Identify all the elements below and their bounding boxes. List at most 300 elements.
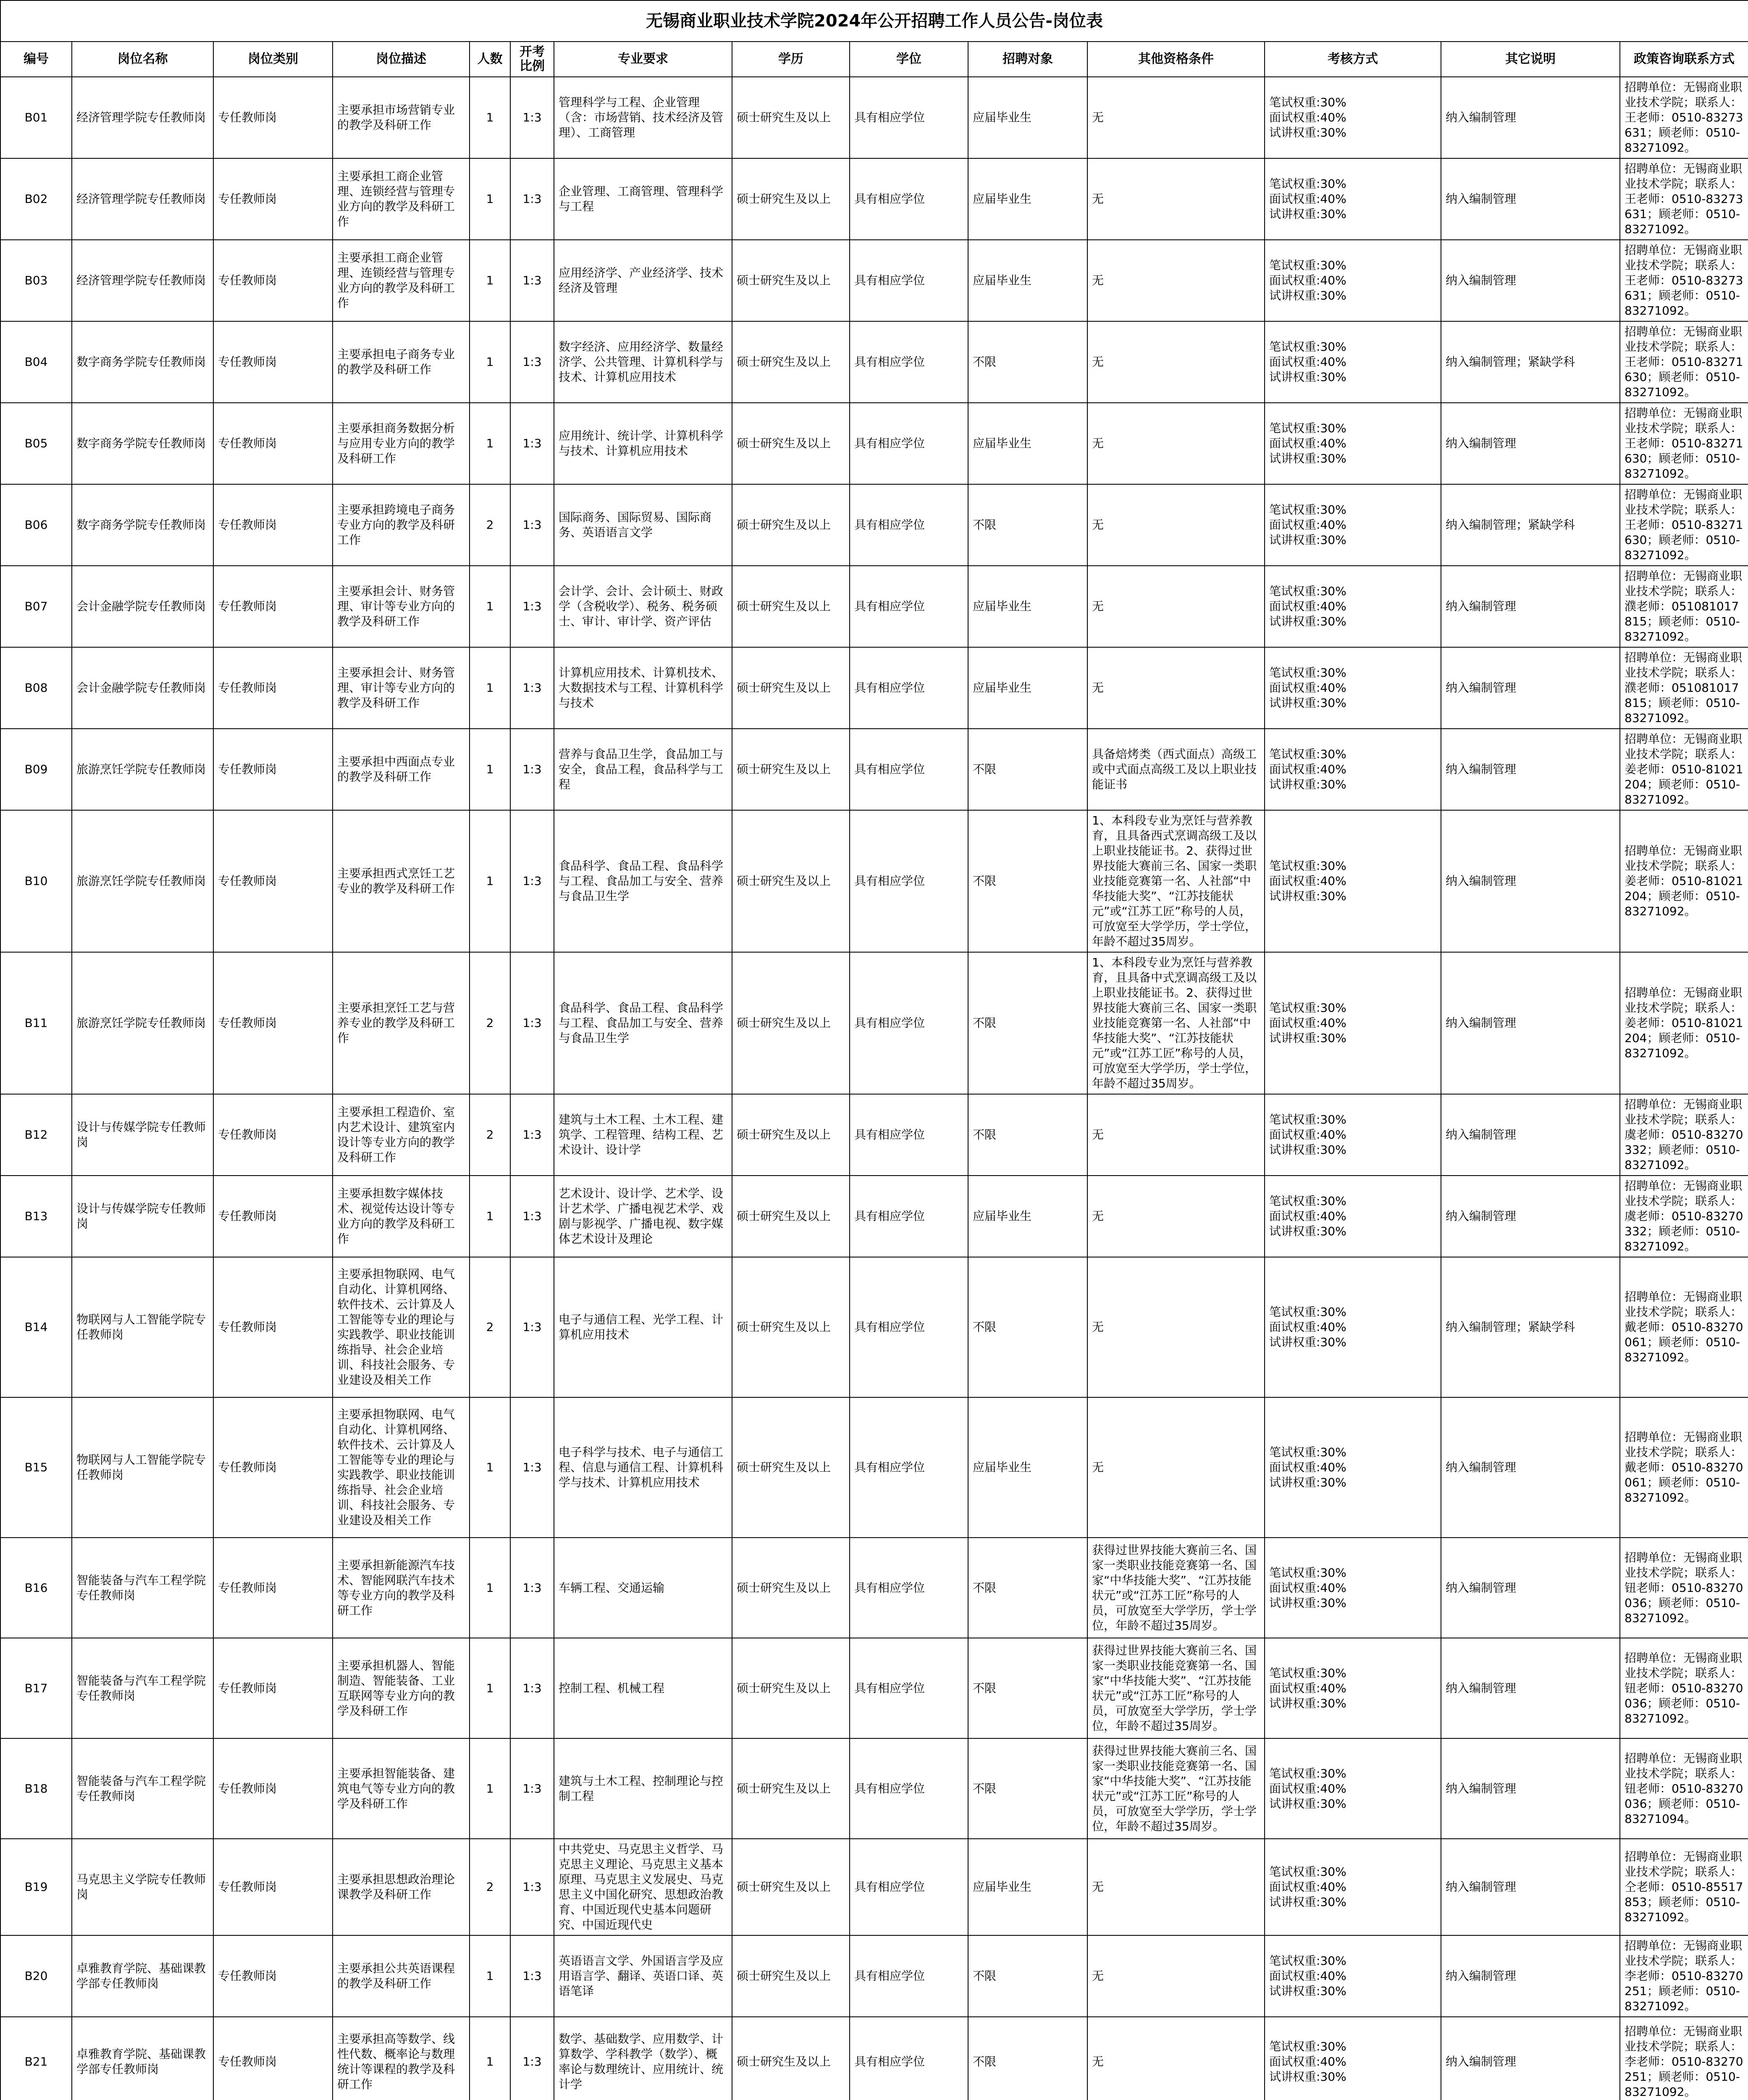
- cell-other: 无: [1087, 1094, 1265, 1176]
- cell-contact: 招聘单位：无锡商业职业技术学院；联系人：仝老师：0510-85517853；顾老师：0510-83271092。: [1620, 1839, 1748, 1935]
- header-name: 岗位名称: [72, 42, 213, 77]
- cell-major: 计算机应用技术、计算机技术、大数据技术与工程、计算机科学与技术: [554, 647, 732, 729]
- table-row: [0, 647, 1748, 729]
- cell-degree: 具有相应学位: [850, 1738, 968, 1839]
- cell-ratio: 1:3: [510, 77, 554, 158]
- cell-contact: 招聘单位：无锡商业职业技术学院；联系人：姜老师：0510-81021204；顾老师：0510-83271092。: [1620, 952, 1748, 1094]
- cell-ratio: 1:3: [510, 1397, 554, 1538]
- cell-id: B15: [0, 1397, 72, 1538]
- cell-degree: 具有相应学位: [850, 1538, 968, 1638]
- cell-other: 获得过世界技能大赛前三名、国家一类职业技能竞赛第一名、国家“中华技能大奖”、“江苏技能状元”或“江苏工匠”称号的人员，可放宽至大学学历，学士学位，年龄不超过35周岁。: [1087, 1638, 1265, 1738]
- cell-category: 专任教师岗: [213, 1638, 333, 1738]
- header-ratio: 开考比例: [510, 42, 554, 77]
- cell-major: 应用统计、统计学、计算机科学与技术、计算机应用技术: [554, 403, 732, 484]
- cell-category: 专任教师岗: [213, 1397, 333, 1538]
- page-title: 无锡商业职业技术学院2024年公开招聘工作人员公告-岗位表: [0, 0, 1748, 42]
- cell-name: 旅游烹饪学院专任教师岗: [72, 810, 213, 952]
- table-row: [0, 484, 1748, 566]
- cell-ratio: 1:3: [510, 810, 554, 952]
- cell-category: 专任教师岗: [213, 810, 333, 952]
- cell-contact: 招聘单位：无锡商业职业技术学院；联系人：王老师：0510-83273631；顾老师：0510-83271092。: [1620, 77, 1748, 158]
- cell-edu: 硕士研究生及以上: [732, 1638, 850, 1738]
- table-row: [0, 1257, 1748, 1397]
- cell-category: 专任教师岗: [213, 1176, 333, 1257]
- cell-other: 1、本科段专业为烹饪与营养教育，且具备中式烹调高级工及以上职业技能证书。2、获得过世界技能大赛前三名、国家一类职业技能竞赛第一名、人社部“中华技能大奖”、“江苏技能状元”或“江苏工匠”称号的人员，可放宽至大学学历，学士学位，年龄不超过35周岁。: [1087, 952, 1265, 1094]
- table-row: [0, 1176, 1748, 1257]
- cell-name: 智能装备与汽车工程学院专任教师岗: [72, 1738, 213, 1839]
- cell-name: 会计金融学院专任教师岗: [72, 566, 213, 647]
- cell-edu: 硕士研究生及以上: [732, 1257, 850, 1397]
- cell-edu: 硕士研究生及以上: [732, 1397, 850, 1538]
- cell-desc: 主要承担数字媒体技术、视觉传达设计等专业方向的教学及科研工作: [333, 1176, 470, 1257]
- cell-count: 1: [470, 2017, 510, 2100]
- header-degree: 学位: [850, 42, 968, 77]
- cell-other: 无: [1087, 1257, 1265, 1397]
- cell-other: 无: [1087, 647, 1265, 729]
- table-row: [0, 321, 1748, 403]
- cell-target: 不限: [968, 1257, 1087, 1397]
- table-row: [0, 729, 1748, 810]
- cell-contact: 招聘单位：无锡商业职业技术学院；联系人：钮老师：0510-83270036；顾老师：0510-83271092。: [1620, 1638, 1748, 1738]
- cell-count: 1: [470, 403, 510, 484]
- cell-edu: 硕士研究生及以上: [732, 1176, 850, 1257]
- cell-major: 电子科学与技术、电子与通信工程、信息与通信工程、计算机科学与技术、计算机应用技术: [554, 1397, 732, 1538]
- cell-edu: 硕士研究生及以上: [732, 77, 850, 158]
- cell-count: 1: [470, 1397, 510, 1538]
- cell-other: 无: [1087, 484, 1265, 566]
- cell-other: 获得过世界技能大赛前三名、国家一类职业技能竞赛第一名、国家“中华技能大奖”、“江苏技能状元”或“江苏工匠”称号的人员，可放宽至大学学历，学士学位，年龄不超过35周岁。: [1087, 1738, 1265, 1839]
- cell-target: 应届毕业生: [968, 77, 1087, 158]
- cell-ratio: 1:3: [510, 158, 554, 240]
- cell-contact: 招聘单位：无锡商业职业技术学院；联系人：戴老师：0510-83270061；顾老师：0510-83271092。: [1620, 1257, 1748, 1397]
- cell-major: 食品科学、食品工程、食品科学与工程、食品加工与安全、营养与食品卫生学: [554, 810, 732, 952]
- cell-contact: 招聘单位：无锡商业职业技术学院；联系人：王老师：0510-83271630；顾老师：0510-83271092。: [1620, 403, 1748, 484]
- cell-id: B01: [0, 77, 72, 158]
- cell-category: 专任教师岗: [213, 403, 333, 484]
- cell-desc: 主要承担高等数学、线性代数、概率论与数理统计等课程的教学及科研工作: [333, 2017, 470, 2100]
- cell-degree: 具有相应学位: [850, 1935, 968, 2017]
- cell-desc: 主要承担公共英语课程的教学及科研工作: [333, 1935, 470, 2017]
- cell-count: 1: [470, 566, 510, 647]
- cell-other: 获得过世界技能大赛前三名、国家一类职业技能竞赛第一名、国家“中华技能大奖”、“江苏技能状元”或“江苏工匠”称号的人员，可放宽至大学学历，学士学位，年龄不超过35周岁。: [1087, 1538, 1265, 1638]
- cell-contact: 招聘单位：无锡商业职业技术学院；联系人：濮老师：051081017815；顾老师：0510-83271092。: [1620, 647, 1748, 729]
- cell-contact: 招聘单位：无锡商业职业技术学院；联系人：王老师：0510-83273631；顾老师：0510-83271092。: [1620, 240, 1748, 321]
- cell-note: 纳入编制管理: [1441, 952, 1620, 1094]
- cell-other: 无: [1087, 240, 1265, 321]
- cell-degree: 具有相应学位: [850, 1638, 968, 1738]
- cell-category: 专任教师岗: [213, 321, 333, 403]
- cell-desc: 主要承担物联网、电气自动化、计算机网络、软件技术、云计算及人工智能等专业的理论与实践教学、职业技能训练指导、社会企业培训、科技社会服务、专业建设及相关工作: [333, 1257, 470, 1397]
- cell-desc: 主要承担物联网、电气自动化、计算机网络、软件技术、云计算及人工智能等专业的理论与实践教学、职业技能训练指导、社会企业培训、科技社会服务、专业建设及相关工作: [333, 1397, 470, 1538]
- cell-edu: 硕士研究生及以上: [732, 647, 850, 729]
- cell-target: 不限: [968, 484, 1087, 566]
- cell-id: B05: [0, 403, 72, 484]
- cell-note: 纳入编制管理: [1441, 2017, 1620, 2100]
- cell-degree: 具有相应学位: [850, 729, 968, 810]
- cell-count: 1: [470, 77, 510, 158]
- cell-major: 艺术设计、设计学、艺术学、设计艺术学、广播电视艺术学、戏剧与影视学、广播电视、数字媒体艺术设计及理论: [554, 1176, 732, 1257]
- cell-note: 纳入编制管理；紧缺学科: [1441, 484, 1620, 566]
- cell-name: 设计与传媒学院专任教师岗: [72, 1176, 213, 1257]
- cell-desc: 主要承担西式烹饪工艺专业的教学及科研工作: [333, 810, 470, 952]
- cell-count: 1: [470, 1935, 510, 2017]
- cell-id: B03: [0, 240, 72, 321]
- cell-other: 无: [1087, 1397, 1265, 1538]
- cell-id: B06: [0, 484, 72, 566]
- cell-exam: 笔试权重:30% 面试权重:40% 试讲权重:30%: [1265, 810, 1441, 952]
- cell-other: 无: [1087, 566, 1265, 647]
- cell-desc: 主要承担市场营销专业的教学及科研工作: [333, 77, 470, 158]
- header-desc: 岗位描述: [333, 42, 470, 77]
- cell-contact: 招聘单位：无锡商业职业技术学院；联系人：王老师：0510-83273631；顾老师：0510-83271092。: [1620, 158, 1748, 240]
- cell-contact: 招聘单位：无锡商业职业技术学院；联系人：李老师：0510-83270251；顾老师：0510-83271092。: [1620, 2017, 1748, 2100]
- cell-id: B12: [0, 1094, 72, 1176]
- cell-name: 旅游烹饪学院专任教师岗: [72, 729, 213, 810]
- cell-edu: 硕士研究生及以上: [732, 1839, 850, 1935]
- cell-category: 专任教师岗: [213, 1738, 333, 1839]
- cell-id: B10: [0, 810, 72, 952]
- cell-ratio: 1:3: [510, 1839, 554, 1935]
- cell-name: 卓雅教育学院、基础课教学部专任教师岗: [72, 1935, 213, 2017]
- cell-id: B02: [0, 158, 72, 240]
- cell-target: 应届毕业生: [968, 647, 1087, 729]
- cell-ratio: 1:3: [510, 566, 554, 647]
- cell-target: 不限: [968, 1638, 1087, 1738]
- cell-exam: 笔试权重:30% 面试权重:40% 试讲权重:30%: [1265, 77, 1441, 158]
- cell-note: 纳入编制管理: [1441, 158, 1620, 240]
- cell-exam: 笔试权重:30% 面试权重:40% 试讲权重:30%: [1265, 566, 1441, 647]
- cell-exam: 笔试权重:30% 面试权重:40% 试讲权重:30%: [1265, 240, 1441, 321]
- cell-major: 车辆工程、交通运输: [554, 1538, 732, 1638]
- cell-note: 纳入编制管理: [1441, 1176, 1620, 1257]
- cell-other: 无: [1087, 2017, 1265, 2100]
- cell-exam: 笔试权重:30% 面试权重:40% 试讲权重:30%: [1265, 1397, 1441, 1538]
- header-id: 编号: [0, 42, 72, 77]
- cell-edu: 硕士研究生及以上: [732, 1738, 850, 1839]
- cell-other: 无: [1087, 403, 1265, 484]
- cell-degree: 具有相应学位: [850, 240, 968, 321]
- cell-exam: 笔试权重:30% 面试权重:40% 试讲权重:30%: [1265, 729, 1441, 810]
- cell-category: 专任教师岗: [213, 240, 333, 321]
- cell-contact: 招聘单位：无锡商业职业技术学院；联系人：虞老师：0510-83270332；顾老师：0510-83271092。: [1620, 1094, 1748, 1176]
- cell-major: 控制工程、机械工程: [554, 1638, 732, 1738]
- cell-edu: 硕士研究生及以上: [732, 158, 850, 240]
- cell-category: 专任教师岗: [213, 647, 333, 729]
- cell-id: B09: [0, 729, 72, 810]
- cell-degree: 具有相应学位: [850, 1176, 968, 1257]
- cell-count: 1: [470, 240, 510, 321]
- cell-major: 建筑与土木工程、控制理论与控制工程: [554, 1738, 732, 1839]
- cell-degree: 具有相应学位: [850, 1839, 968, 1935]
- cell-ratio: 1:3: [510, 1638, 554, 1738]
- cell-degree: 具有相应学位: [850, 1094, 968, 1176]
- cell-desc: 主要承担电子商务专业的教学及科研工作: [333, 321, 470, 403]
- cell-count: 1: [470, 1638, 510, 1738]
- cell-count: 1: [470, 729, 510, 810]
- table-row: [0, 1094, 1748, 1176]
- cell-exam: 笔试权重:30% 面试权重:40% 试讲权重:30%: [1265, 647, 1441, 729]
- table-row: [0, 810, 1748, 952]
- cell-target: 应届毕业生: [968, 403, 1087, 484]
- cell-note: 纳入编制管理: [1441, 403, 1620, 484]
- cell-category: 专任教师岗: [213, 484, 333, 566]
- cell-note: 纳入编制管理: [1441, 1935, 1620, 2017]
- cell-id: B08: [0, 647, 72, 729]
- header-contact: 政策咨询联系方式: [1620, 42, 1748, 77]
- cell-name: 经济管理学院专任教师岗: [72, 77, 213, 158]
- cell-desc: 主要承担烹饪工艺与营养专业的教学及科研工作: [333, 952, 470, 1094]
- cell-major: 管理科学与工程、企业管理（含：市场营销、技术经济及管理）、工商管理: [554, 77, 732, 158]
- cell-edu: 硕士研究生及以上: [732, 566, 850, 647]
- cell-category: 专任教师岗: [213, 952, 333, 1094]
- cell-exam: 笔试权重:30% 面试权重:40% 试讲权重:30%: [1265, 1094, 1441, 1176]
- cell-note: 纳入编制管理: [1441, 1839, 1620, 1935]
- cell-ratio: 1:3: [510, 1176, 554, 1257]
- cell-target: 不限: [968, 952, 1087, 1094]
- table-row: [0, 566, 1748, 647]
- cell-count: 1: [470, 1738, 510, 1839]
- cell-desc: 主要承担新能源汽车技术、智能网联汽车技术等专业方向的教学及科研工作: [333, 1538, 470, 1638]
- cell-target: 不限: [968, 1094, 1087, 1176]
- cell-name: 旅游烹饪学院专任教师岗: [72, 952, 213, 1094]
- cell-count: 1: [470, 1176, 510, 1257]
- cell-ratio: 1:3: [510, 484, 554, 566]
- cell-other: 无: [1087, 77, 1265, 158]
- cell-id: B18: [0, 1738, 72, 1839]
- cell-edu: 硕士研究生及以上: [732, 810, 850, 952]
- cell-degree: 具有相应学位: [850, 403, 968, 484]
- cell-major: 英语语言文学、外国语言学及应用语言学、翻译、英语口译、英语笔译: [554, 1935, 732, 2017]
- cell-desc: 主要承担中西面点专业的教学及科研工作: [333, 729, 470, 810]
- cell-contact: 招聘单位：无锡商业职业技术学院；联系人：钮老师：0510-83270036；顾老师：0510-83271094。: [1620, 1738, 1748, 1839]
- cell-edu: 硕士研究生及以上: [732, 729, 850, 810]
- cell-ratio: 1:3: [510, 321, 554, 403]
- cell-ratio: 1:3: [510, 1538, 554, 1638]
- cell-id: B11: [0, 952, 72, 1094]
- cell-category: 专任教师岗: [213, 158, 333, 240]
- cell-degree: 具有相应学位: [850, 810, 968, 952]
- cell-name: 马克思主义学院专任教师岗: [72, 1839, 213, 1935]
- cell-count: 2: [470, 1257, 510, 1397]
- cell-major: 应用经济学、产业经济学、技术经济及管理: [554, 240, 732, 321]
- cell-target: 不限: [968, 1538, 1087, 1638]
- cell-desc: 主要承担工商企业管理、连锁经营与管理专业方向的教学及科研工作: [333, 240, 470, 321]
- header-edu: 学历: [732, 42, 850, 77]
- cell-category: 专任教师岗: [213, 729, 333, 810]
- table-row: [0, 77, 1748, 158]
- cell-degree: 具有相应学位: [850, 1257, 968, 1397]
- cell-target: 不限: [968, 1738, 1087, 1839]
- cell-id: B17: [0, 1638, 72, 1738]
- cell-desc: 主要承担会计、财务管理、审计等专业方向的教学及科研工作: [333, 566, 470, 647]
- cell-target: 不限: [968, 321, 1087, 403]
- cell-edu: 硕士研究生及以上: [732, 403, 850, 484]
- cell-note: 纳入编制管理: [1441, 647, 1620, 729]
- cell-other: 无: [1087, 1935, 1265, 2017]
- cell-major: 营养与食品卫生学，食品加工与安全，食品工程，食品科学与工程: [554, 729, 732, 810]
- cell-category: 专任教师岗: [213, 1094, 333, 1176]
- cell-note: 纳入编制管理: [1441, 1538, 1620, 1638]
- cell-desc: 主要承担思想政治理论课教学及科研工作: [333, 1839, 470, 1935]
- cell-exam: 笔试权重:30% 面试权重:40% 试讲权重:30%: [1265, 321, 1441, 403]
- cell-other: 无: [1087, 1839, 1265, 1935]
- cell-edu: 硕士研究生及以上: [732, 952, 850, 1094]
- header-target: 招聘对象: [968, 42, 1087, 77]
- cell-ratio: 1:3: [510, 1094, 554, 1176]
- cell-edu: 硕士研究生及以上: [732, 321, 850, 403]
- cell-exam: 笔试权重:30% 面试权重:40% 试讲权重:30%: [1265, 952, 1441, 1094]
- cell-contact: 招聘单位：无锡商业职业技术学院；联系人：戴老师：0510-83270061；顾老师：0510-83271092。: [1620, 1397, 1748, 1538]
- cell-exam: 笔试权重:30% 面试权重:40% 试讲权重:30%: [1265, 1738, 1441, 1839]
- table-row: [0, 952, 1748, 1094]
- table-row: [0, 1738, 1748, 1839]
- cell-ratio: 1:3: [510, 729, 554, 810]
- cell-note: 纳入编制管理: [1441, 810, 1620, 952]
- cell-other: 1、本科段专业为烹饪与营养教育，且具备西式烹调高级工及以上职业技能证书。2、获得过世界技能大赛前三名、国家一类职业技能竞赛第一名、人社部“中华技能大奖”、“江苏技能状元”或“江苏工匠”称号的人员，可放宽至大学学历，学士学位，年龄不超过35周岁。: [1087, 810, 1265, 952]
- cell-target: 不限: [968, 810, 1087, 952]
- cell-target: 应届毕业生: [968, 1176, 1087, 1257]
- cell-contact: 招聘单位：无锡商业职业技术学院；联系人：王老师：0510-83271630；顾老师：0510-83271092。: [1620, 484, 1748, 566]
- cell-ratio: 1:3: [510, 1257, 554, 1397]
- cell-ratio: 1:3: [510, 2017, 554, 2100]
- table-row: [0, 158, 1748, 240]
- table-row: [0, 1397, 1748, 1538]
- cell-exam: 笔试权重:30% 面试权重:40% 试讲权重:30%: [1265, 1176, 1441, 1257]
- cell-id: B13: [0, 1176, 72, 1257]
- cell-name: 会计金融学院专任教师岗: [72, 647, 213, 729]
- cell-note: 纳入编制管理；紧缺学科: [1441, 321, 1620, 403]
- cell-id: B19: [0, 1839, 72, 1935]
- cell-exam: 笔试权重:30% 面试权重:40% 试讲权重:30%: [1265, 1538, 1441, 1638]
- cell-exam: 笔试权重:30% 面试权重:40% 试讲权重:30%: [1265, 1935, 1441, 2017]
- header-category: 岗位类别: [213, 42, 333, 77]
- cell-id: B07: [0, 566, 72, 647]
- cell-category: 专任教师岗: [213, 566, 333, 647]
- cell-exam: 笔试权重:30% 面试权重:40% 试讲权重:30%: [1265, 484, 1441, 566]
- cell-count: 2: [470, 1094, 510, 1176]
- cell-desc: 主要承担智能装备、建筑电气等专业方向的教学及科研工作: [333, 1738, 470, 1839]
- cell-major: 建筑与土木工程、土木工程、建筑学、工程管理、结构工程、艺术设计、设计学: [554, 1094, 732, 1176]
- table-row: [0, 403, 1748, 484]
- cell-count: 1: [470, 1538, 510, 1638]
- cell-degree: 具有相应学位: [850, 647, 968, 729]
- cell-count: 1: [470, 647, 510, 729]
- cell-category: 专任教师岗: [213, 77, 333, 158]
- cell-name: 智能装备与汽车工程学院专任教师岗: [72, 1638, 213, 1738]
- cell-major: 数学、基础数学、应用数学、计算数学、学科教学（数学）、概率论与数理统计、应用统计、统计学: [554, 2017, 732, 2100]
- cell-category: 专任教师岗: [213, 1935, 333, 2017]
- cell-exam: 笔试权重:30% 面试权重:40% 试讲权重:30%: [1265, 1839, 1441, 1935]
- cell-count: 2: [470, 484, 510, 566]
- cell-target: 应届毕业生: [968, 240, 1087, 321]
- cell-major: 会计学、会计、会计硕士、财政学（含税收学）、税务、税务硕士、审计、审计学、资产评估: [554, 566, 732, 647]
- title-row: [0, 0, 1748, 42]
- cell-other: 具备焙烤类（西式面点）高级工或中式面点高级工及以上职业技能证书: [1087, 729, 1265, 810]
- cell-count: 1: [470, 321, 510, 403]
- cell-name: 物联网与人工智能学院专任教师岗: [72, 1257, 213, 1397]
- cell-note: 纳入编制管理: [1441, 77, 1620, 158]
- cell-note: 纳入编制管理: [1441, 729, 1620, 810]
- cell-category: 专任教师岗: [213, 1257, 333, 1397]
- cell-id: B16: [0, 1538, 72, 1638]
- cell-desc: 主要承担跨境电子商务专业方向的教学及科研工作: [333, 484, 470, 566]
- cell-note: 纳入编制管理: [1441, 1397, 1620, 1538]
- cell-ratio: 1:3: [510, 1935, 554, 2017]
- cell-desc: 主要承担商务数据分析与应用专业方向的教学及科研工作: [333, 403, 470, 484]
- cell-count: 2: [470, 952, 510, 1094]
- cell-major: 国际商务、国际贸易、国际商务、英语语言文学: [554, 484, 732, 566]
- cell-ratio: 1:3: [510, 403, 554, 484]
- cell-contact: 招聘单位：无锡商业职业技术学院；联系人：姜老师：0510-81021204；顾老师：0510-83271092。: [1620, 729, 1748, 810]
- cell-contact: 招聘单位：无锡商业职业技术学院；联系人：钮老师：0510-83270036；顾老师：0510-83271092。: [1620, 1538, 1748, 1638]
- cell-category: 专任教师岗: [213, 1839, 333, 1935]
- header-note: 其它说明: [1441, 42, 1620, 77]
- cell-desc: 主要承担会计、财务管理、审计等专业方向的教学及科研工作: [333, 647, 470, 729]
- cell-contact: 招聘单位：无锡商业职业技术学院；联系人：濮老师：051081017815；顾老师：0510-83271092。: [1620, 566, 1748, 647]
- cell-count: 1: [470, 158, 510, 240]
- cell-category: 专任教师岗: [213, 1538, 333, 1638]
- table-row: [0, 1538, 1748, 1638]
- cell-name: 智能装备与汽车工程学院专任教师岗: [72, 1538, 213, 1638]
- cell-id: B21: [0, 2017, 72, 2100]
- cell-degree: 具有相应学位: [850, 2017, 968, 2100]
- cell-target: 不限: [968, 1935, 1087, 2017]
- cell-ratio: 1:3: [510, 952, 554, 1094]
- cell-major: 数字经济、应用经济学、数量经济学、公共管理、计算机科学与技术、计算机应用技术: [554, 321, 732, 403]
- cell-name: 经济管理学院专任教师岗: [72, 158, 213, 240]
- cell-category: 专任教师岗: [213, 2017, 333, 2100]
- cell-name: 数字商务学院专任教师岗: [72, 403, 213, 484]
- cell-desc: 主要承担工商企业管理、连锁经营与管理专业方向的教学及科研工作: [333, 158, 470, 240]
- table-row: [0, 1638, 1748, 1738]
- table-row: [0, 2017, 1748, 2100]
- cell-note: 纳入编制管理: [1441, 566, 1620, 647]
- cell-major: 电子与通信工程、光学工程、计算机应用技术: [554, 1257, 732, 1397]
- cell-exam: 笔试权重:30% 面试权重:40% 试讲权重:30%: [1265, 1638, 1441, 1738]
- cell-other: 无: [1087, 1176, 1265, 1257]
- table-row: [0, 1935, 1748, 2017]
- cell-target: 不限: [968, 2017, 1087, 2100]
- cell-ratio: 1:3: [510, 1738, 554, 1839]
- cell-note: 纳入编制管理；紧缺学科: [1441, 1257, 1620, 1397]
- cell-name: 物联网与人工智能学院专任教师岗: [72, 1397, 213, 1538]
- cell-degree: 具有相应学位: [850, 158, 968, 240]
- cell-name: 设计与传媒学院专任教师岗: [72, 1094, 213, 1176]
- cell-target: 应届毕业生: [968, 1397, 1087, 1538]
- cell-degree: 具有相应学位: [850, 952, 968, 1094]
- cell-degree: 具有相应学位: [850, 1397, 968, 1538]
- cell-target: 应届毕业生: [968, 566, 1087, 647]
- cell-note: 纳入编制管理: [1441, 1738, 1620, 1839]
- cell-degree: 具有相应学位: [850, 566, 968, 647]
- cell-target: 应届毕业生: [968, 1839, 1087, 1935]
- cell-degree: 具有相应学位: [850, 484, 968, 566]
- cell-id: B04: [0, 321, 72, 403]
- cell-name: 数字商务学院专任教师岗: [72, 321, 213, 403]
- header-row: [0, 42, 1748, 77]
- cell-degree: 具有相应学位: [850, 321, 968, 403]
- cell-id: B14: [0, 1257, 72, 1397]
- cell-edu: 硕士研究生及以上: [732, 1935, 850, 2017]
- cell-exam: 笔试权重:30% 面试权重:40% 试讲权重:30%: [1265, 2017, 1441, 2100]
- cell-edu: 硕士研究生及以上: [732, 2017, 850, 2100]
- cell-major: 中共党史、马克思主义哲学、马克思主义理论、马克思主义基本原理、马克思主义发展史、马克思主义中国化研究、思想政治教育、中国近现代史基本问题研究、中国近现代史: [554, 1839, 732, 1935]
- cell-edu: 硕士研究生及以上: [732, 1538, 850, 1638]
- cell-id: B20: [0, 1935, 72, 2017]
- cell-note: 纳入编制管理: [1441, 1094, 1620, 1176]
- cell-contact: 招聘单位：无锡商业职业技术学院；联系人：王老师：0510-83271630；顾老师：0510-83271092。: [1620, 321, 1748, 403]
- header-other: 其他资格条件: [1087, 42, 1265, 77]
